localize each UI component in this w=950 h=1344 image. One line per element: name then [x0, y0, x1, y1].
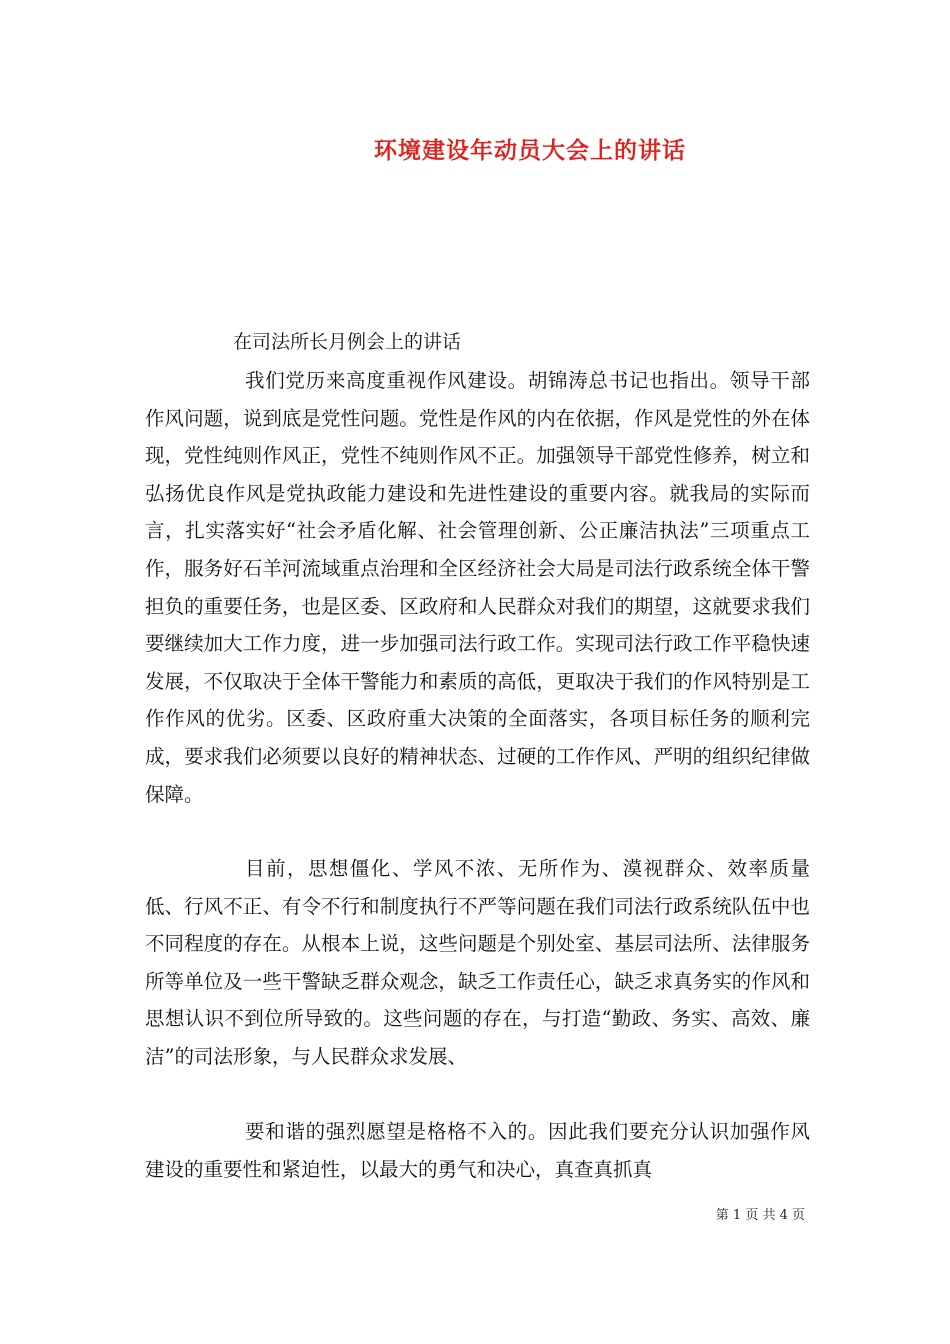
speech-subtitle: 在司法所长月例会上的讲话	[233, 331, 462, 353]
paragraph-2: 目前，思想僵化、学风不浓、无所作为、漠视群众、效率质量低、行风不正、有令不行和制度执行不严等问题在我们司法行政系统队伍中也不同程度的存在。从根本上说，这些问题是个别处室、基层司法所、法律服务所等单位及一些干警缺乏群众观念，缺乏工作责任心，缺乏求真务实的作风和思想认识不到位所导致的。这些问题的存在，与打造“勤政、务实、高效、廉洁”的司法形象，与人民群众求发展、	[145, 857, 810, 1068]
paragraph-3: 要和谐的强烈愿望是格格不入的。因此我们要充分认识加强作风建设的重要性和紧迫性，以最大的勇气和决心，真查真抓真	[145, 1120, 810, 1181]
paragraph-1: 我们党历来高度重视作风建设。胡锦涛总书记也指出。领导干部作风问题，说到底是党性问题。党性是作风的内在依据，作风是党性的外在体现，党性纯则作风正，党性不纯则作风不正。加强领导干部党性修养，树立和弘扬优良作风是党执政能力建设和先进性建设的重要内容。就我局的实际而言，扎实落实好“社会矛盾化解、社会管理创新、公正廉洁执法”三项重点工作，服务好石羊河流域重点治理和全区经济社会大局是司法行政系统全体干警担负的重要任务，也是区委、区政府和人民群众对我们的期望，这就要求我们要继续加大工作力度，进一步加强司法行政工作。实现司法行政工作平稳快速发展，不仅取决于全体干警能力和素质的高低，更取决于我们的作风特别是工作作风的优劣。区委、区政府重大决策的全面落实，各项目标任务的顺利完成，要求我们必须要以良好的精神状态、过硬的工作作风、严明的组织纪律做保障。	[145, 369, 810, 806]
page-footer: 第 1 页 共 4 页	[715, 1208, 805, 1223]
document-title: 环境建设年动员大会上的讲话	[374, 137, 686, 164]
